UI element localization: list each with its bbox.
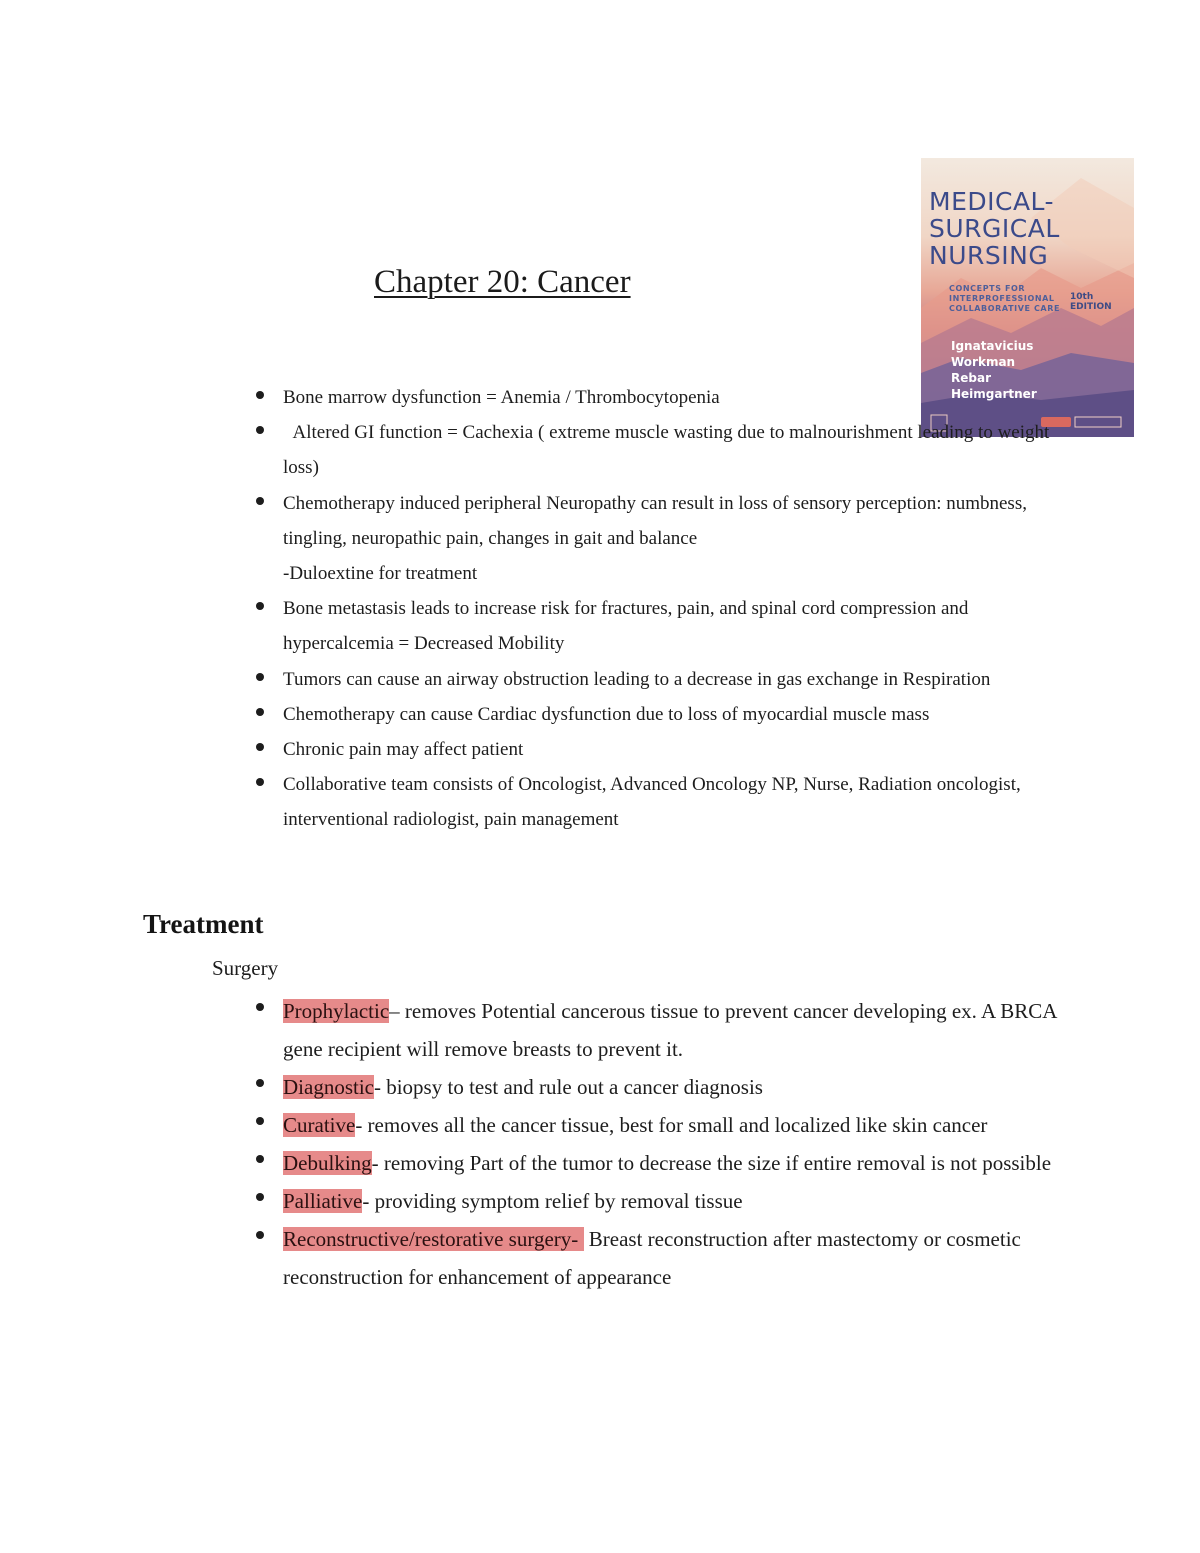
list-item: Chronic pain may affect patient bbox=[283, 732, 1083, 767]
list-item: Bone metastasis leads to increase risk for fractures, pain, and spinal cord compression and hypercalcemia = Decreased Mobility bbox=[283, 591, 1083, 661]
page-title: Chapter 20: Cancer bbox=[374, 264, 631, 300]
cover-authors: Ignatavicius Workman Rebar Heimgartner bbox=[951, 339, 1037, 401]
highlighted-term: Debulking bbox=[283, 1151, 372, 1175]
key-points-list bbox=[283, 380, 1083, 838]
list-item: Altered GI function = Cachexia ( extreme muscle wasting due to malnourishment leading to weight loss) bbox=[283, 415, 1083, 485]
list-item: Collaborative team consists of Oncologist, Advanced Oncology NP, Nurse, Radiation oncologist, interventional radiologist, pain management bbox=[283, 767, 1083, 837]
list-item-note: -Duloextine for treatment bbox=[283, 563, 478, 585]
list-item: Tumors can cause an airway obstruction leading to a decrease in gas exchange in Respiration bbox=[283, 662, 1083, 697]
list-item: Chemotherapy can cause Cardiac dysfunction due to loss of myocardial muscle mass bbox=[283, 697, 1083, 732]
bullet-icon bbox=[256, 743, 264, 751]
cover-edition: 10th EDITION bbox=[1070, 292, 1112, 312]
list-item: Chemotherapy induced peripheral Neuropathy can result in loss of sensory perception: numbness, tingling, neuropathic pain, changes in gait and balance -Duloextine for treatment bbox=[283, 486, 1083, 592]
list-item: Palliative- providing symptom relief by removal tissue bbox=[283, 1182, 1083, 1220]
bullet-icon bbox=[256, 1003, 264, 1011]
surgery-subheading: Surgery bbox=[212, 956, 279, 980]
highlighted-term: Curative bbox=[283, 1113, 356, 1137]
bullet-icon bbox=[256, 673, 264, 681]
list-item: Diagnostic- biopsy to test and rule out a cancer diagnosis bbox=[283, 1068, 1083, 1106]
bullet-icon bbox=[256, 497, 264, 505]
bullet-icon bbox=[256, 778, 264, 786]
list-item: Curative- removes all the cancer tissue, best for small and localized like skin cancer bbox=[283, 1106, 1083, 1144]
highlighted-term: Prophylactic bbox=[283, 999, 390, 1023]
bullet-icon bbox=[256, 391, 264, 399]
bullet-icon bbox=[256, 1079, 264, 1087]
surgery-types-list bbox=[283, 992, 1083, 1296]
bullet-icon bbox=[256, 1117, 264, 1125]
cover-subtitle: CONCEPTS FOR INTERPROFESSIONAL COLLABORATIVE CARE bbox=[949, 284, 1061, 313]
highlighted-term: Reconstructive/restorative surgery- bbox=[283, 1227, 584, 1251]
bullet-icon bbox=[256, 1193, 264, 1201]
cover-title: MEDICAL- SURGICAL NURSING bbox=[929, 187, 1060, 270]
bullet-icon bbox=[256, 602, 264, 610]
list-item: Bone marrow dysfunction = Anemia / Thrombocytopenia bbox=[283, 380, 1083, 415]
bullet-icon bbox=[256, 708, 264, 716]
highlighted-term: Palliative bbox=[283, 1189, 363, 1213]
list-item: Prophylactic– removes Potential cancerous tissue to prevent cancer developing ex. A BRCA gene recipient will remove breasts to prevent it. bbox=[283, 992, 1083, 1068]
highlighted-term: Diagnostic bbox=[283, 1075, 374, 1099]
bullet-icon bbox=[256, 426, 264, 434]
treatment-heading: Treatment bbox=[143, 909, 264, 939]
bullet-icon bbox=[256, 1155, 264, 1163]
list-item: Debulking- removing Part of the tumor to decrease the size if entire removal is not possible bbox=[283, 1144, 1083, 1182]
list-item: Reconstructive/restorative surgery- Breast reconstruction after mastectomy or cosmetic reconstruction for enhancement of appearance bbox=[283, 1220, 1083, 1296]
bullet-icon bbox=[256, 1231, 264, 1239]
